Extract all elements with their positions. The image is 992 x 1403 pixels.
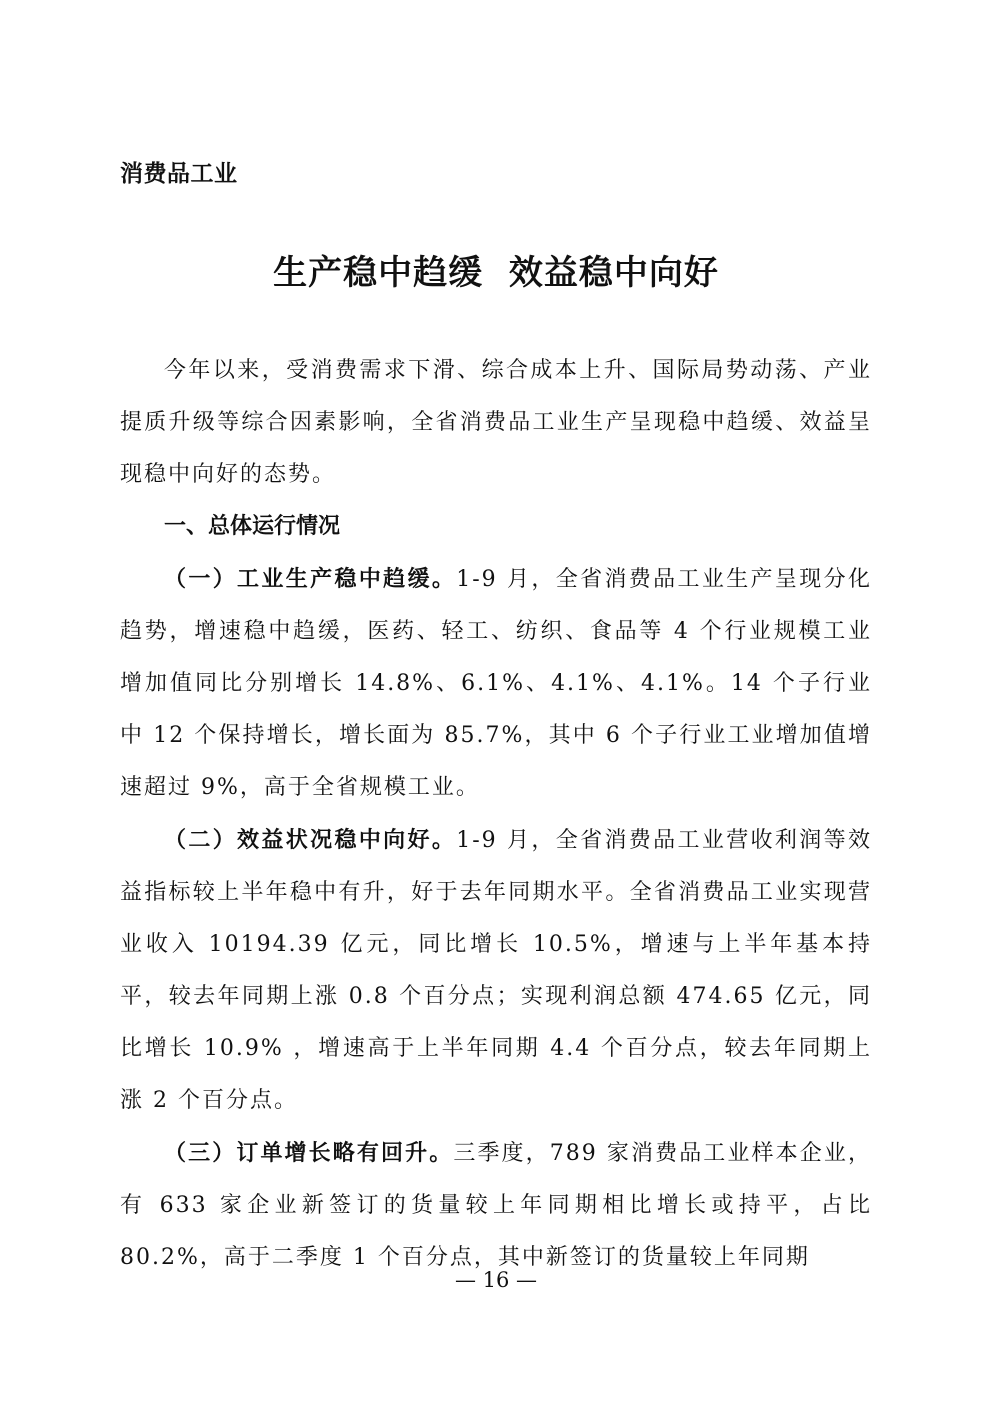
- paragraph-lead: （二）效益状况稳中向好。: [164, 827, 457, 853]
- paragraph-orders: [120, 1127, 872, 1284]
- paragraph-text: 1-9 月，全省消费品工业生产呈现分化趋势，增速稳中趋缓，医药、轻工、纺织、食品等 4 个行业规模工业增加值同比分别增长 14.8%、6.1%、4.1%、4.1%。14 个子行业中 12 个保持增长，增长面为 85.7%，其中 6 个子行业工业增加值增速超过 9%，高于全省规模工业。: [120, 567, 872, 800]
- section-label: 消费品工业: [120, 161, 238, 187]
- section-heading: 一、总体运行情况: [164, 514, 341, 539]
- document-title: 生产稳中趋缓 效益稳中向好: [273, 253, 719, 293]
- paragraph-text: 1-9 月，全省消费品工业营收利润等效益指标较上半年稳中有升，好于去年同期水平。全省消费品工业实现营业收入 10194.39 亿元，同比增长 10.5%，增速与上半年基本持平，较去年同期上涨 0.8 个百分点；实现利润总额 474.65 亿元，同比增长 10.9% ，增速高于上半年同期 4.4 个百分点，较去年同期上涨 2 个百分点。: [120, 828, 872, 1113]
- paragraph-lead: （三）订单增长略有回升。: [164, 1140, 454, 1166]
- paragraph-benefits: [120, 814, 872, 1127]
- paragraph-production: [120, 553, 872, 814]
- intro-paragraph: 今年以来，受消费需求下滑、综合成本上升、国际局势动荡、产业提质升级等综合因素影响，全省消费品工业生产呈现稳中趋缓、效益呈现稳中向好的态势。: [120, 358, 872, 487]
- page-number: — 16 —: [454, 1268, 538, 1292]
- paragraph-text: 三季度，789 家消费品工业样本企业，有 633 家企业新签订的货量较上年同期相比增长或持平，占比 80.2%，高于二季度 1 个百分点，其中新签订的货量较上年同期: [120, 1141, 872, 1270]
- document-body: [120, 345, 872, 1284]
- paragraph-lead: （一）工业生产稳中趋缓。: [164, 566, 457, 592]
